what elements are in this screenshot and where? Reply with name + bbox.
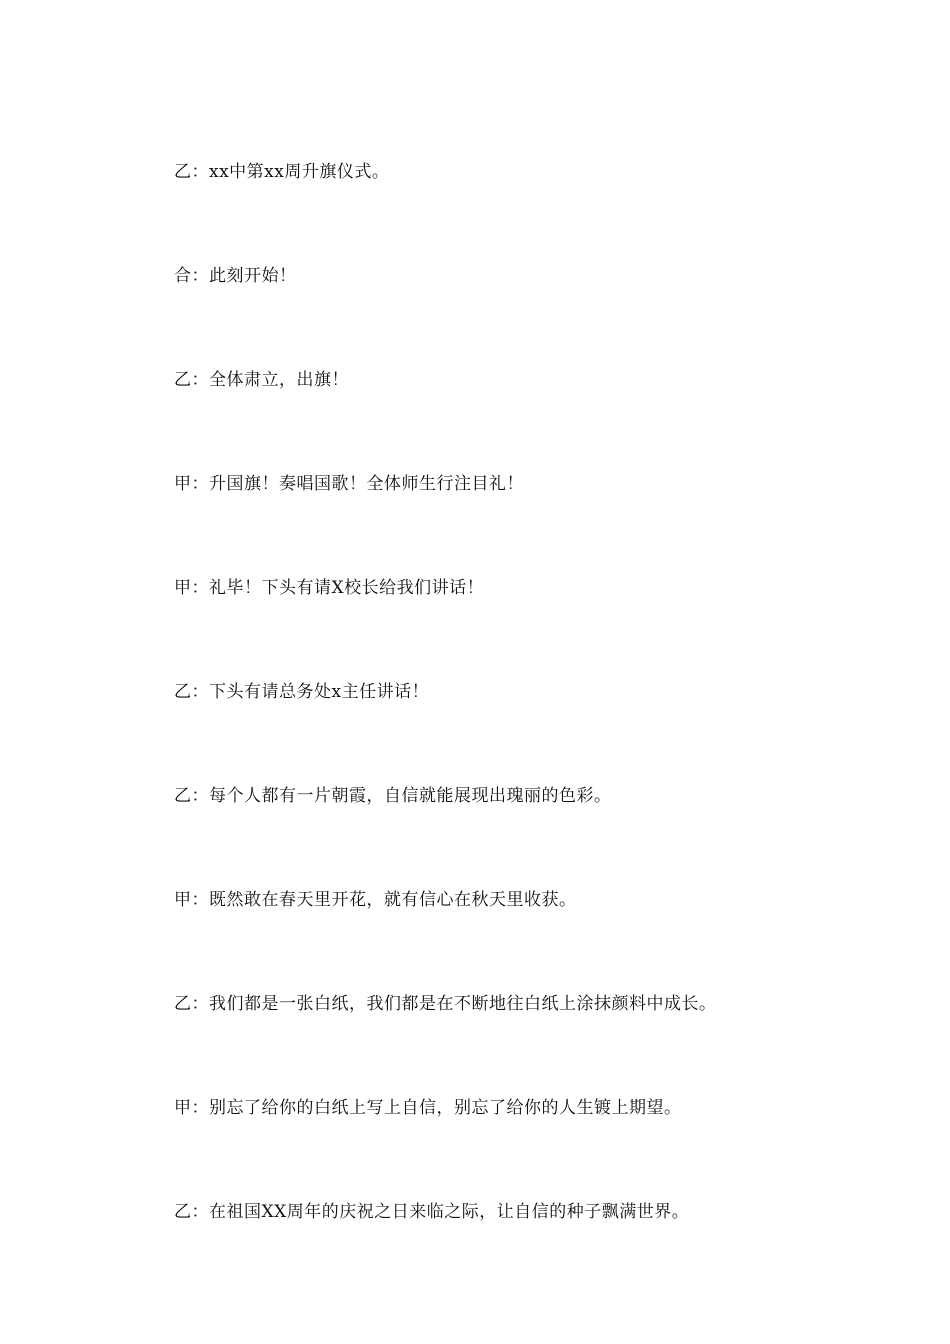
script-line: 甲：既然敢在春天里开花，就有信心在秋天里收获。 [174,890,577,910]
script-line: 乙：xx中第xx周升旗仪式。 [174,162,390,182]
script-line: 乙：在祖国XX周年的庆祝之日来临之际，让自信的种子飘满世界。 [174,1202,690,1222]
script-line: 乙：每个人都有一片朝霞，自信就能展现出瑰丽的色彩。 [174,786,612,806]
script-line: 甲：升国旗！奏唱国歌！全体师生行注目礼！ [174,474,524,494]
script-line: 甲：别忘了给你的白纸上写上自信，别忘了给你的人生镀上期望。 [174,1098,682,1118]
script-line: 乙：全体肃立，出旗！ [174,370,349,390]
script-line: 合：此刻开始！ [174,266,297,286]
script-line: 甲：礼毕！下头有请X校长给我们讲话！ [174,578,485,598]
script-line: 乙：我们都是一张白纸，我们都是在不断地往白纸上涂抹颜料中成长。 [174,994,717,1014]
script-lines [174,158,874,1302]
script-line: 乙：下头有请总务处x主任讲话！ [174,682,430,702]
